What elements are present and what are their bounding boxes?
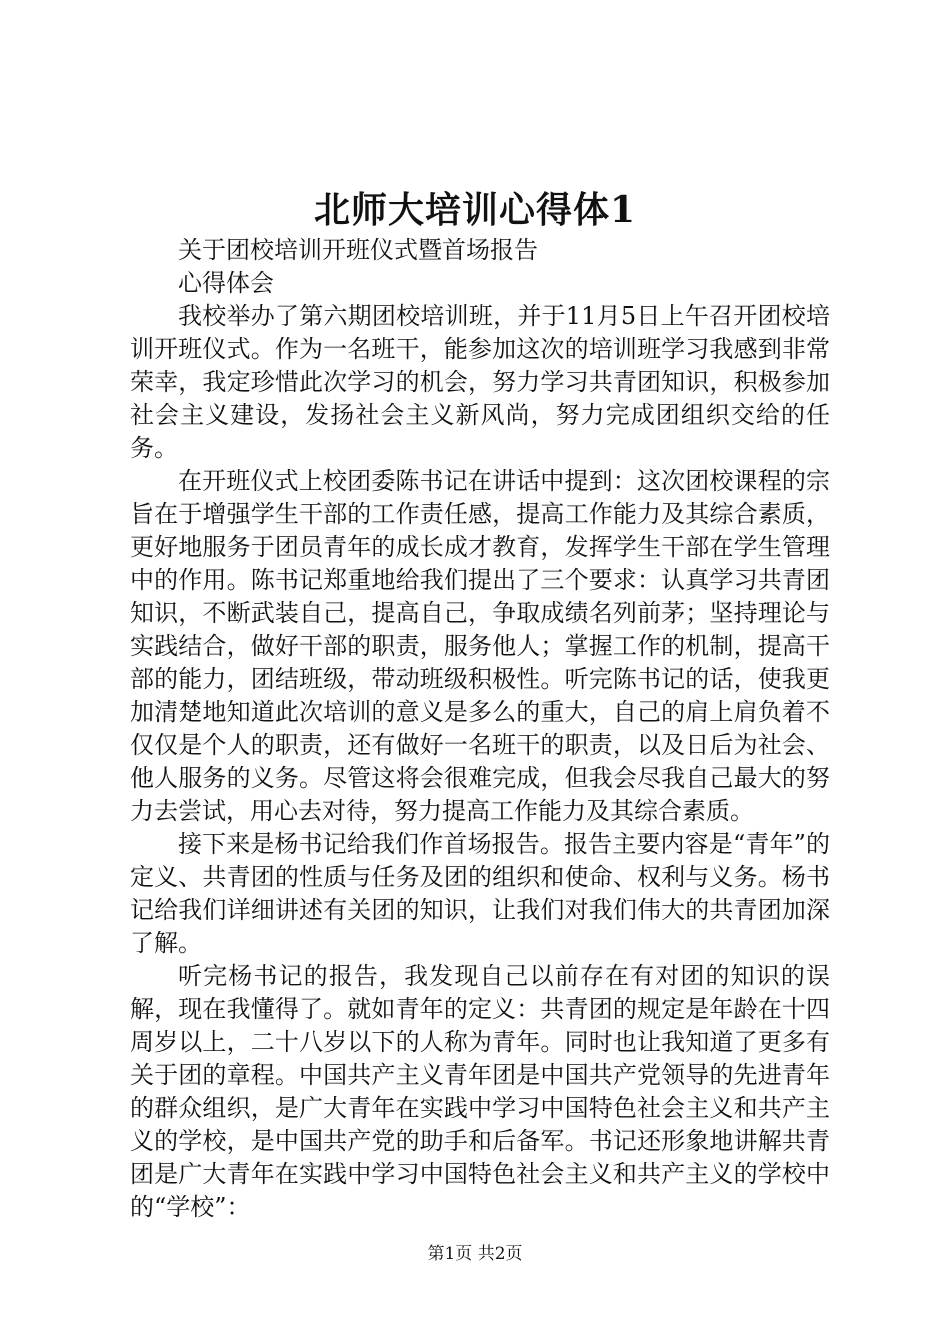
paragraph-4: 听完杨书记的报告，我发现自己以前存在有对团的知识的误解，现在我懂得了。就如青年的定义：共青团的规定是年龄在十四周岁以上，二十八岁以下的人称为青年。同时也让我知道了更多有关于团的章程。中国共产主义青年团是中国共产党领导的先进青年的群众组织，是广大青年在实践中学习中国特色社会主义和共产主义的学校，是中国共产党的助手和后备军。书记还形象地讲解共青团是广大青年在实践中学习中国特色社会主义和共产主义的学校中的“学校”： — [130, 962, 830, 1221]
document-body — [130, 234, 830, 1224]
page-footer: 第1页 共2页 — [427, 1244, 523, 1264]
paragraph-3: 接下来是杨书记给我们作首场报告。报告主要内容是“青年”的定义、共青团的性质与任务及团的组织和使命、权利与义务。杨书记给我们详细讲述有关团的知识，让我们对我们伟大的共青团加深了解。 — [130, 830, 830, 957]
subtitle-line-1: 关于团校培训开班仪式暨首场报告 — [178, 236, 538, 264]
paragraph-1: 我校举办了第六期团校培训班，并于11月5日上午召开团校培训开班仪式。作为一名班干，能参加这次的培训班学习我感到非常荣幸，我定珍惜此次学习的机会，努力学习共青团知识，积极参加社会主义建设，发扬社会主义新风尚，努力完成团组织交给的任务。 — [130, 302, 830, 462]
paragraph-2: 在开班仪式上校团委陈书记在讲话中提到：这次团校课程的宗旨在于增强学生干部的工作责任感，提高工作能力及其综合素质，更好地服务于团员青年的成长成才教育，发挥学生干部在学生管理中的作用。陈书记郑重地给我们提出了三个要求：认真学习共青团知识，不断武装自己，提高自己，争取成绩名列前茅；坚持理论与实践结合，做好干部的职责，服务他人；掌握工作的机制，提高干部的能力，团结班级，带动班级积极性。听完陈书记的话，使我更加清楚地知道此次培训的意义是多么的重大，自己的肩上肩负着不仅仅是个人的职责，还有做好一名班干的职责，以及日后为社会、他人服务的义务。尽管这将会很难完成，但我会尽我自己最大的努力去尝试，用心去对待，努力提高工作能力及其综合素质。 — [130, 467, 830, 825]
page-title: 北师大培训心得体1 — [313, 189, 637, 231]
subtitle-line-2: 心得体会 — [178, 269, 274, 297]
